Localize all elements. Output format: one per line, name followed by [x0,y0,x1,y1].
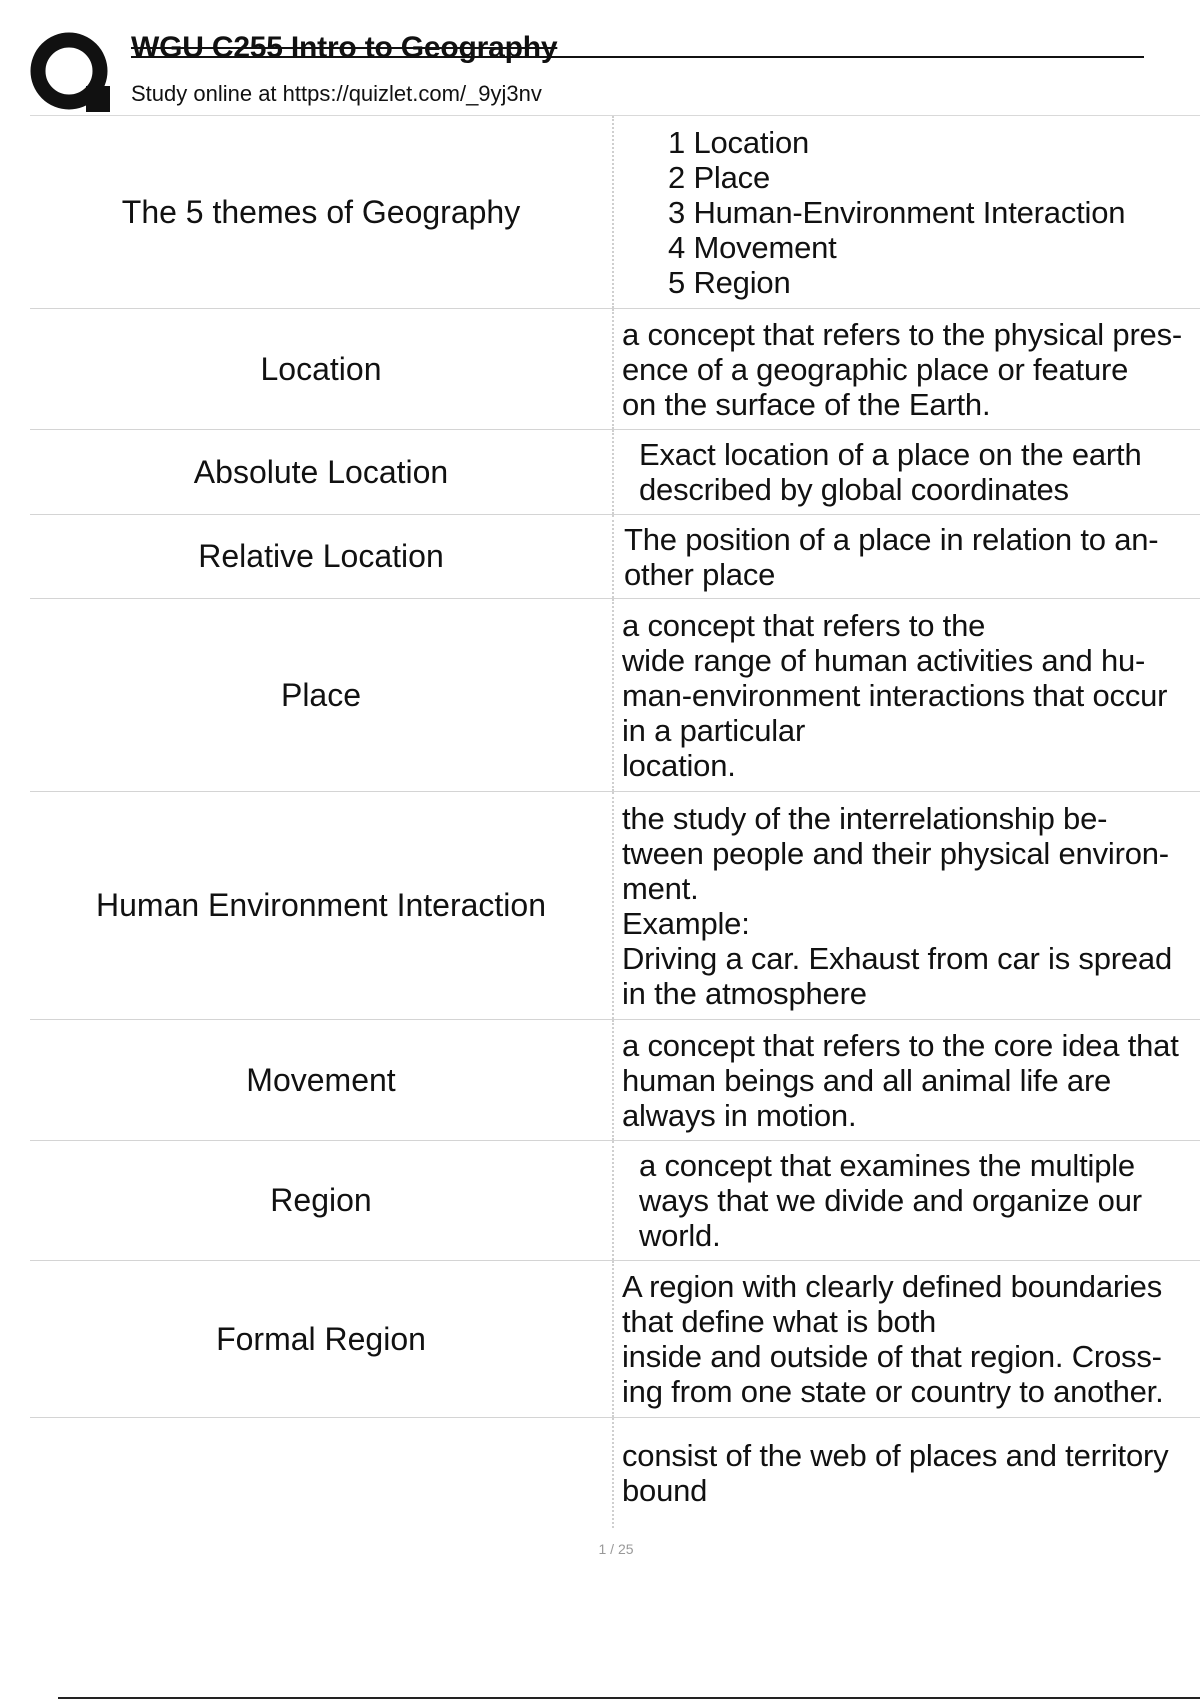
definition-line: 1 Location [668,124,810,160]
definition [612,1020,1200,1140]
definition-line: in a particular [622,712,806,748]
definition-line: a concept that refers to the core idea that [622,1027,1179,1063]
term: The 5 themes of Geography [121,193,521,230]
definition [612,1261,1200,1417]
term: Relative Location [198,538,444,574]
flashcard-row [30,430,1200,515]
definition-line: Driving a car. Exhaust from car is spread [622,940,1173,976]
flashcard-row [30,309,1200,430]
definition-line: ways that we divide and organize our [639,1183,1142,1218]
footer-rule [58,1697,1200,1699]
definition-line: in the atmosphere [622,975,867,1011]
title-rule [131,56,1144,58]
flashcard-row [30,515,1200,599]
term: Location [260,350,382,387]
definition-line: 2 Place [668,159,770,195]
term: Movement [246,1061,396,1098]
definition-line: that define what is both [622,1304,937,1339]
definition-line: tween people and their physical environ- [622,835,1169,871]
definition-line: a concept that refers to the [622,607,986,643]
flashcard-list [30,116,1200,1528]
definition-line: bound [622,1473,708,1508]
flashcard-row [30,116,1200,309]
definition-line: a concept that refers to the physical pres- [622,316,1183,352]
flashcard-row [30,1141,1200,1261]
definition-line: on the surface of the Earth. [622,386,991,422]
quizlet-logo-icon [30,32,112,114]
flashcard-row [30,599,1200,792]
definition-line: the study of the interrelationship be- [622,800,1108,836]
term: Formal Region [216,1320,426,1357]
definition-line: man-environment interactions that occur [622,677,1168,713]
definition-line: other place [624,556,776,592]
definition-line: 5 Region [668,264,791,300]
definition-line: world. [639,1218,721,1253]
term: Region [270,1182,372,1218]
definition-line: wide range of human activities and hu- [622,642,1146,678]
definition-line: human beings and all animal life are [622,1062,1112,1098]
definition-line: ment. [622,870,699,906]
term [30,1418,612,1528]
definition-line: a concept that examines the multiple [639,1148,1135,1183]
definition-line: always in motion. [622,1097,857,1133]
definition-line: Example: [622,905,750,941]
definition [612,1141,1200,1260]
definition-line: inside and outside of that region. Cross- [622,1339,1162,1374]
definition [612,792,1200,1019]
definition [612,430,1200,514]
definition-line: consist of the web of places and territory [622,1438,1169,1473]
flashcard-row [30,792,1200,1020]
term: Place [280,676,362,713]
definition-line: location. [622,747,736,783]
definition [612,309,1200,429]
flashcard-row [30,1020,1200,1141]
definition-line: The position of a place in relation to an- [624,521,1159,557]
definition-line: 3 Human-Environment Interaction [668,194,1126,230]
definition-line: ence of a geographic place or feature [622,351,1129,387]
document-title: WGU C255 Intro to Geography [131,31,558,64]
definition-line: ing from one state or country to another. [622,1374,1164,1409]
definition [612,116,1200,308]
flashcard-row [30,1261,1200,1418]
definition-line: described by global coordinates [639,472,1069,507]
term: Human Environment Interaction [96,887,546,923]
definition [612,515,1200,598]
definition-line: 4 Movement [668,229,837,265]
flashcard-row [30,1418,1200,1528]
term: Absolute Location [193,453,449,490]
definition [612,1418,1200,1528]
definition-line: Exact location of a place on the earth [639,437,1142,472]
definition [612,599,1200,791]
study-online-link-text: Study online at https://quizlet.com/_9yj3nv [131,81,542,106]
page-number: 1 / 25 [598,1541,634,1557]
definition-line: A region with clearly defined boundaries [622,1269,1163,1304]
